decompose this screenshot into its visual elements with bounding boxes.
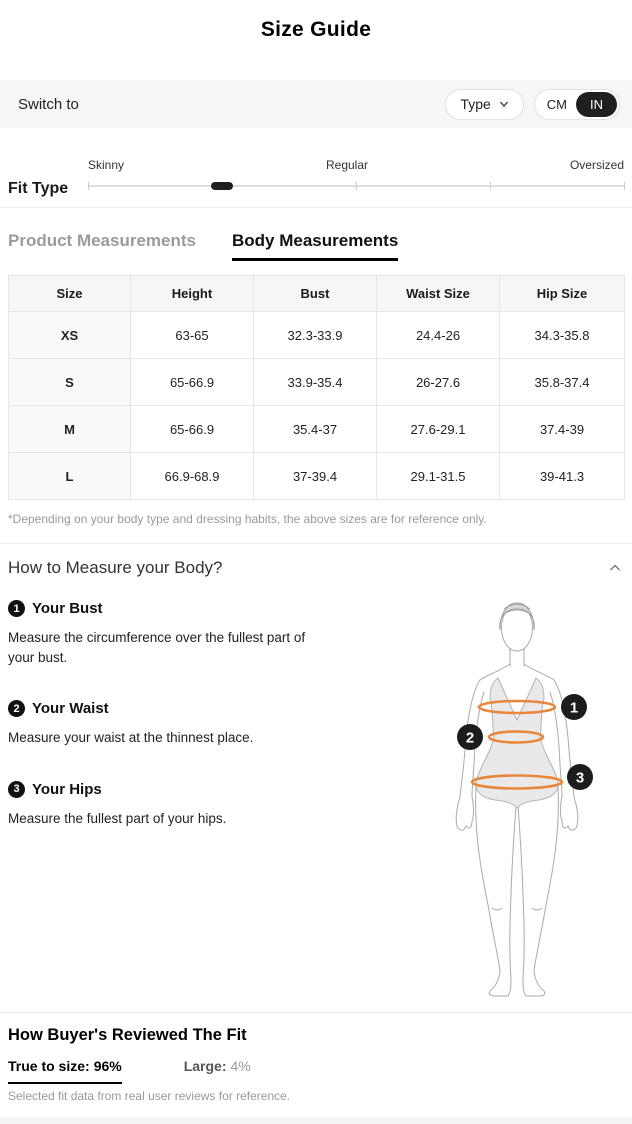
cell-height: 63-65 bbox=[131, 312, 254, 359]
col-header-waist: Waist Size bbox=[377, 276, 500, 312]
slider-tick bbox=[624, 182, 625, 190]
size-table bbox=[8, 275, 625, 500]
tab-product-measurements[interactable]: Product Measurements bbox=[8, 231, 196, 250]
divider bbox=[0, 543, 632, 544]
unit-option-in-selected[interactable]: IN bbox=[576, 92, 617, 117]
fit-item-large[interactable]: Large: 4% bbox=[183, 1058, 251, 1074]
table-row bbox=[9, 312, 625, 359]
step-description: Measure your waist at the thinnest place. bbox=[8, 730, 254, 746]
cell-bust: 33.9-35.4 bbox=[254, 359, 377, 406]
review-note: Selected fit data from real user reviews for reference. bbox=[8, 1089, 291, 1103]
chevron-down-icon bbox=[499, 99, 509, 109]
slider-tick bbox=[88, 182, 89, 190]
measure-section-header[interactable] bbox=[8, 558, 622, 578]
body-measurement-figure bbox=[420, 590, 632, 1010]
slider-tick bbox=[356, 182, 357, 190]
svg-text:2: 2 bbox=[465, 729, 475, 747]
cell-size: S bbox=[9, 359, 131, 406]
step-number-badge: 1 bbox=[8, 600, 25, 617]
fit-type-section bbox=[8, 158, 624, 200]
cell-hip: 39-41.3 bbox=[500, 453, 625, 500]
switch-to-label: Switch to bbox=[18, 95, 79, 113]
cell-hip: 34.3-35.8 bbox=[500, 312, 625, 359]
review-fit-items bbox=[8, 1058, 251, 1084]
chevron-up-icon[interactable] bbox=[608, 561, 622, 575]
divider bbox=[0, 207, 632, 208]
table-header-row bbox=[9, 276, 625, 312]
cell-bust: 35.4-37 bbox=[254, 406, 377, 453]
fit-type-marker[interactable] bbox=[211, 182, 233, 190]
fit-item-true-to-size[interactable]: True to size: 96% bbox=[8, 1058, 122, 1084]
divider bbox=[0, 1012, 632, 1013]
step-title: Your Bust bbox=[32, 600, 103, 617]
measurement-tabs bbox=[8, 231, 398, 261]
page-title: Size Guide bbox=[260, 18, 372, 41]
step-hips bbox=[8, 781, 318, 829]
tab-body-measurements[interactable]: Body Measurements bbox=[232, 231, 398, 261]
step-description: Measure the fullest part of your hips. bbox=[8, 810, 227, 826]
measure-section-title: How to Measure your Body? bbox=[8, 558, 223, 577]
step-number-badge: 2 bbox=[8, 700, 25, 717]
step-description: Measure the circumference over the fullest part of your bust. bbox=[8, 630, 306, 665]
switch-bar bbox=[0, 80, 632, 128]
svg-text:3: 3 bbox=[575, 769, 585, 787]
step-title: Your Hips bbox=[32, 780, 102, 798]
unit-option-cm[interactable]: CM bbox=[546, 96, 567, 112]
svg-text:1: 1 bbox=[569, 699, 579, 717]
cell-height: 65-66.9 bbox=[131, 359, 254, 406]
fit-option-oversized: Oversized bbox=[569, 158, 624, 172]
switch-controls bbox=[445, 89, 620, 120]
cell-size: XS bbox=[9, 312, 131, 359]
cell-height: 65-66.9 bbox=[131, 406, 254, 453]
cell-hip: 37.4-39 bbox=[500, 406, 625, 453]
cell-bust: 37-39.4 bbox=[254, 453, 377, 500]
table-row bbox=[9, 406, 625, 453]
step-waist bbox=[8, 700, 318, 748]
bust-tape bbox=[479, 701, 555, 713]
table-row bbox=[9, 453, 625, 500]
cell-waist: 27.6-29.1 bbox=[377, 406, 500, 453]
col-header-size: Size bbox=[9, 276, 131, 312]
cell-size: L bbox=[9, 453, 131, 500]
col-header-bust: Bust bbox=[254, 276, 377, 312]
measure-steps bbox=[8, 600, 318, 861]
step-number-badge: 3 bbox=[8, 781, 25, 798]
body-illustration bbox=[420, 590, 632, 1010]
size-disclaimer: *Depending on your body type and dressing habits, the above sizes are for reference only. bbox=[8, 512, 487, 526]
type-dropdown-button[interactable] bbox=[445, 89, 523, 120]
unit-toggle[interactable] bbox=[534, 89, 620, 120]
col-header-hip: Hip Size bbox=[500, 276, 625, 312]
fit-type-label: Fit Type bbox=[8, 180, 69, 197]
fit-type-options bbox=[88, 158, 624, 172]
cell-waist: 26-27.6 bbox=[377, 359, 500, 406]
col-header-height: Height bbox=[131, 276, 254, 312]
cell-hip: 35.8-37.4 bbox=[500, 359, 625, 406]
step-bust bbox=[8, 600, 318, 667]
fit-option-skinny: Skinny bbox=[88, 158, 125, 172]
review-section-title: How Buyer's Reviewed The Fit bbox=[8, 1026, 247, 1044]
step-title: Your Waist bbox=[32, 700, 109, 718]
cell-waist: 24.4-26 bbox=[377, 312, 500, 359]
slider-tick bbox=[490, 182, 491, 190]
bottom-section-strip bbox=[0, 1117, 632, 1124]
cell-waist: 29.1-31.5 bbox=[377, 453, 500, 500]
table-row bbox=[9, 359, 625, 406]
fit-type-track[interactable] bbox=[88, 181, 624, 191]
fit-type-slider bbox=[88, 158, 624, 191]
cell-size: M bbox=[9, 406, 131, 453]
type-dropdown-label: Type bbox=[460, 96, 491, 112]
fit-option-regular: Regular bbox=[325, 158, 369, 172]
cell-bust: 32.3-33.9 bbox=[254, 312, 377, 359]
cell-height: 66.9-68.9 bbox=[131, 453, 254, 500]
